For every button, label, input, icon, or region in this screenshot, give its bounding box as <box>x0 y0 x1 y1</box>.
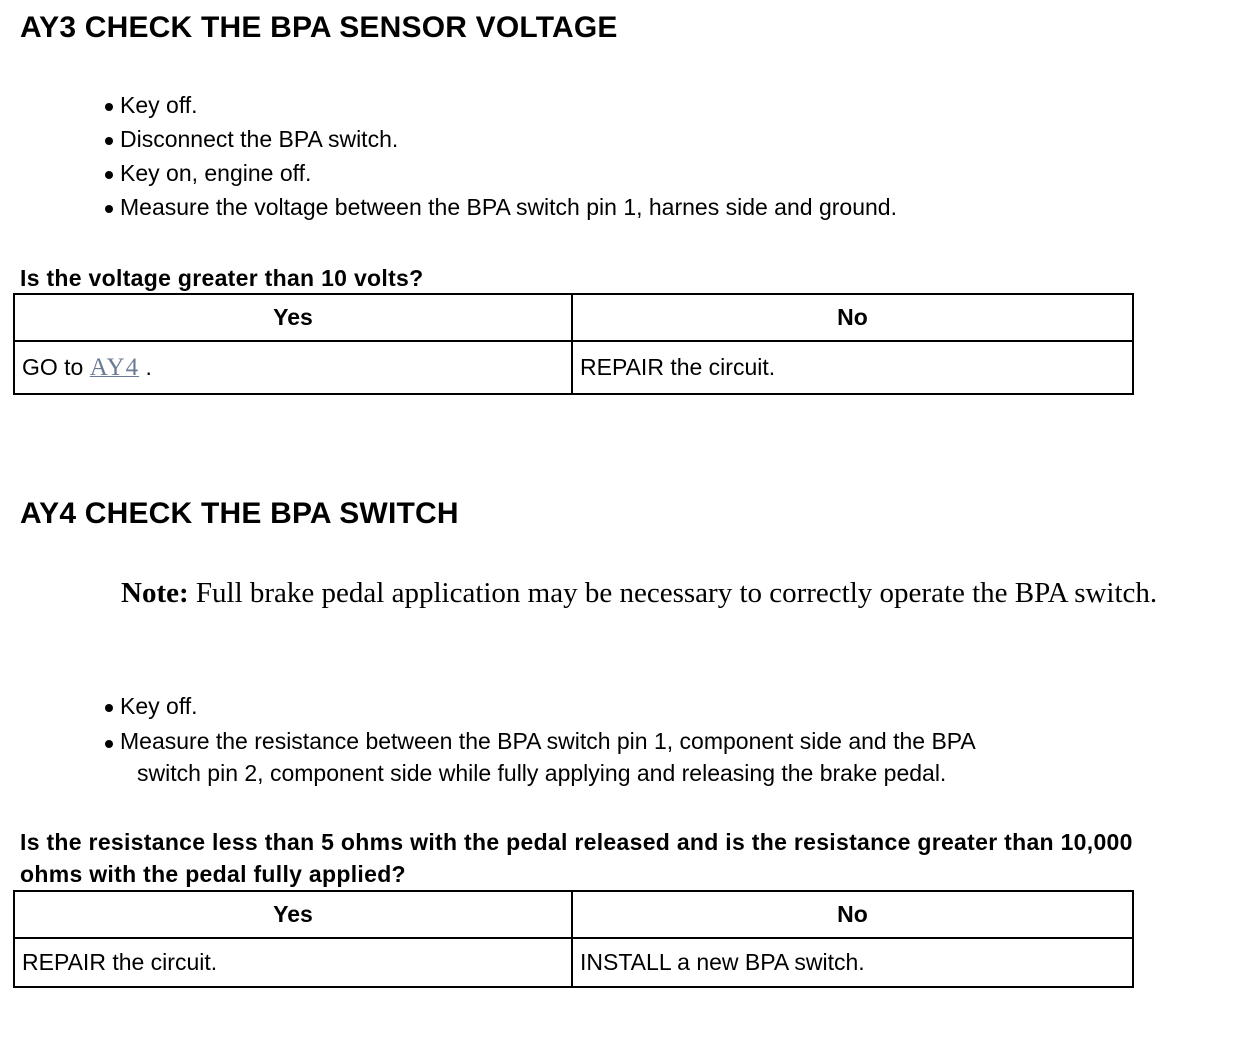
list-item <box>103 725 976 789</box>
ay3-decision-table <box>13 293 1134 395</box>
step-line-continued: switch pin 2, component side while fully applying and releasing the brake pedal. <box>137 760 947 786</box>
ay4-note <box>121 574 1231 612</box>
goto-ay4-link[interactable]: AY4 <box>89 353 140 381</box>
list-item: Measure the voltage between the BPA switch pin 1, harnes side and ground. <box>103 190 897 224</box>
no-action-cell: INSTALL a new BPA switch. <box>572 938 1133 987</box>
no-column-header: No <box>572 294 1133 341</box>
note-label: Note: <box>121 577 189 609</box>
yes-action-cell <box>14 341 572 394</box>
no-column-header: No <box>572 891 1133 938</box>
yes-action-suffix: . <box>145 353 152 380</box>
ay4-heading: AY4 CHECK THE BPA SWITCH <box>20 497 459 530</box>
ay4-steps-list <box>103 689 976 789</box>
ay3-heading: AY3 CHECK THE BPA SENSOR VOLTAGE <box>20 11 618 44</box>
note-text: Full brake pedal application may be necessary to correctly operate the BPA switch. <box>195 577 1158 609</box>
list-item: Key off. <box>103 88 897 122</box>
list-item: Key off. <box>103 689 976 723</box>
yes-column-header: Yes <box>14 294 572 341</box>
list-item: Disconnect the BPA switch. <box>103 122 897 156</box>
ay4-question: Is the resistance less than 5 ohms with the pedal released and is the resistance greater than 10,000 ohms with the pedal fully applied? <box>20 829 1133 887</box>
yes-action-cell: REPAIR the circuit. <box>14 938 572 987</box>
no-action-cell: REPAIR the circuit. <box>572 341 1133 394</box>
ay4-decision-table <box>13 890 1134 988</box>
step-line: Measure the resistance between the BPA switch pin 1, component side and the BPA <box>120 728 976 754</box>
list-item: Key on, engine off. <box>103 156 897 190</box>
yes-column-header: Yes <box>14 891 572 938</box>
ay3-steps-list <box>103 88 897 224</box>
ay3-question: Is the voltage greater than 10 volts? <box>20 265 424 291</box>
yes-action-prefix: GO to <box>22 353 84 380</box>
